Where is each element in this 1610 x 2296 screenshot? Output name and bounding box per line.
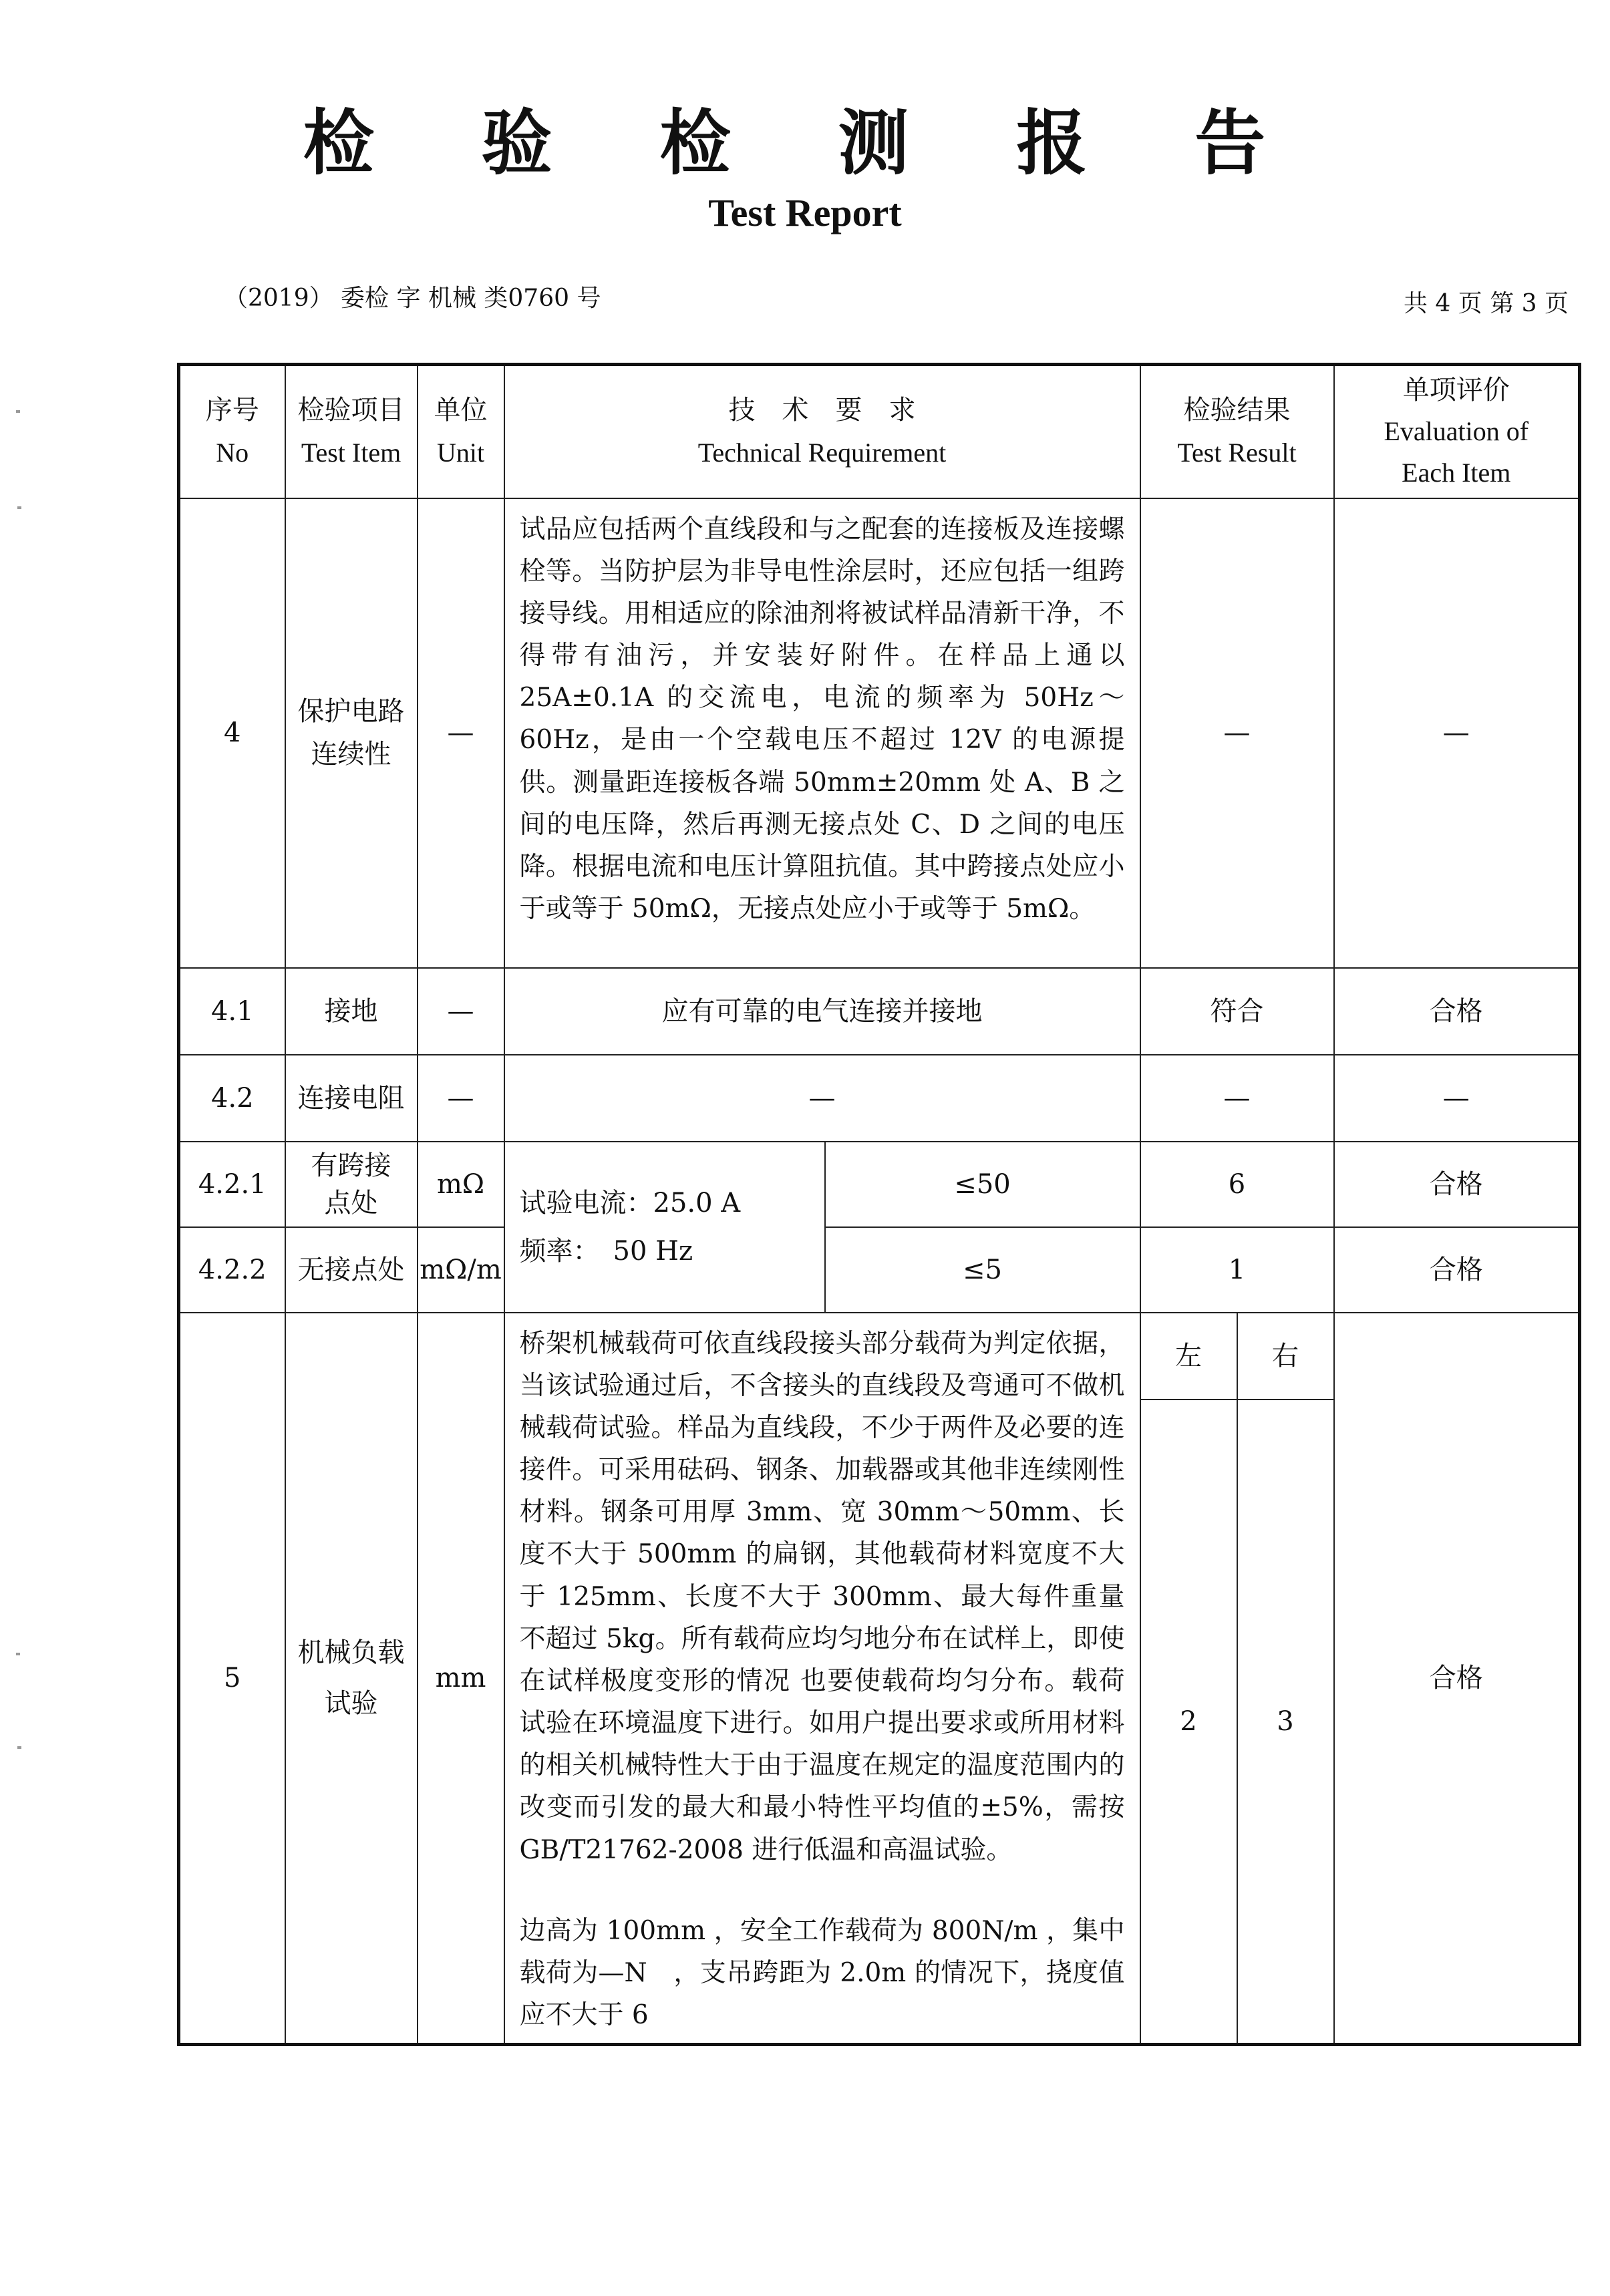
header-evaluation-en2: Each Item <box>1402 458 1511 488</box>
row-5-result <box>1140 1313 1334 2045</box>
report-subtitle: Test Report <box>708 191 902 234</box>
page-info: 共 4 页 第 3 页 <box>1403 290 1569 317</box>
table-row-4 <box>179 498 1580 968</box>
header-requirement-cn: 技 术 要 求 <box>728 395 916 426</box>
row-4-item <box>285 498 418 968</box>
row-4-2-1-item-line1: 有跨接 <box>311 1150 391 1181</box>
row-4-2-1-item-line2: 点处 <box>324 1187 378 1218</box>
header-no-cn: 序号 <box>205 395 259 426</box>
header-item-en: Test Item <box>301 438 401 468</box>
row-4-2-evaluation: — <box>1334 1055 1580 1142</box>
test-results-table <box>177 363 1581 2046</box>
row-5-item <box>285 1313 418 2045</box>
header-unit <box>418 365 504 498</box>
row-5-no: 5 <box>179 1313 285 2045</box>
header-unit-en: Unit <box>436 438 485 468</box>
row-4-2-1-unit: mΩ <box>418 1142 504 1227</box>
row-4-2-1-evaluation: 合格 <box>1334 1142 1580 1227</box>
table-row-4-2 <box>179 1055 1580 1142</box>
row-4-2-item: 连接电阻 <box>285 1055 418 1142</box>
header-result <box>1140 365 1334 498</box>
row-4-2-result: — <box>1140 1055 1334 1142</box>
header-item <box>285 365 418 498</box>
row-4-2-unit: — <box>418 1055 504 1142</box>
header-evaluation-en1: Evaluation of <box>1384 416 1529 447</box>
header-evaluation-cn: 单项评价 <box>1402 375 1510 406</box>
row-4-1-requirement: 应有可靠的电气连接并接地 <box>504 968 1140 1055</box>
row-4-2-2-limit: ≤5 <box>825 1227 1140 1313</box>
right-label: 右 <box>1237 1313 1333 1400</box>
row-4-1-result: 符合 <box>1140 968 1334 1055</box>
header-item-cn: 检验项目 <box>297 395 405 426</box>
left-label: 左 <box>1141 1313 1237 1400</box>
scan-mark <box>17 1746 21 1749</box>
row-4-1-item: 接地 <box>285 968 418 1055</box>
row-4-2-2-unit: mΩ/m <box>418 1227 504 1313</box>
test-current: 试验电流：25.0 A <box>519 1187 741 1218</box>
test-frequency: 频率： 50 Hz <box>519 1235 693 1267</box>
test-conditions <box>504 1142 825 1313</box>
row-4-2-no: 4.2 <box>179 1055 285 1142</box>
row-4-1-evaluation: 合格 <box>1334 968 1580 1055</box>
row-5-item-line1: 机械负载 <box>297 1637 405 1668</box>
left-value: 2 <box>1141 1400 1237 2043</box>
table-row-4-1 <box>179 968 1580 1055</box>
header-no <box>179 365 285 498</box>
header-no-en: No <box>216 438 249 468</box>
row-5-requirement <box>504 1313 1140 2045</box>
row-5-item-line2: 试验 <box>324 1687 378 1719</box>
row-4-requirement: 试品应包括两个直线段和与之配套的连接板及连接螺栓等。当防护层为非导电性涂层时，还应包括一组跨接导线。用相适应的除油剂将被试样品清新干净，不得带有油污，并安装好附件。在样品上通以 25A±0.1A 的交流电，电流的频率为 50Hz～60Hz，是由一个空载电压不超过 12V 的电源提供。测量距连接板各端 50mm±20mm 处 A、B 之间的电压降，然后再测无接点处 C、D 之间的电压降。根据电流和电压计算阻抗值。其中跨接点处应小于或等于 50mΩ，无接点处应小于或等于 5mΩ。 <box>504 498 1140 968</box>
report-number: （2019） 委检 字 机械 类0760 号 <box>224 285 601 312</box>
header-evaluation <box>1334 365 1580 498</box>
row-5-requirement-p1: 桥架机械载荷可依直线段接头部分载荷为判定依据，当该试验通过后，不含接头的直线段及弯通可不做机械载荷试验。样品为直线段，不少于两件及必要的连接件。可采用砝码、钢条、加载器或其他非连续刚性材料。钢条可用厚 3mm、宽 30mm～50mm、长度不大于 500mm 的扁钢，其他载荷材料宽度不大于 125mm、长度不大于 300mm、最大每件重量不超过 5kg。所有载荷应均匀地分布在试样上，即使在试样极度变形的情况 也要使载荷均匀分布。载荷试验在环境温度下进行。如用户提出要求或所用材料的相关机械特性大于由于温度在规定的温度范围内的改变而引发的最大和最小特性平均值的±5%，需按 GB/T21762-2008 进行低温和高温试验。 <box>519 1328 1125 1865</box>
scan-mark <box>17 506 21 509</box>
header-requirement <box>504 365 1140 498</box>
row-4-1-no: 4.1 <box>179 968 285 1055</box>
row-4-2-2-item: 无接点处 <box>285 1227 418 1313</box>
row-4-2-2-no: 4.2.2 <box>179 1227 285 1313</box>
header-requirement-en: Technical Requirement <box>697 438 947 468</box>
scan-mark <box>16 1653 20 1655</box>
row-4-1-unit: — <box>418 968 504 1055</box>
row-4-no: 4 <box>179 498 285 968</box>
row-5-unit: mm <box>418 1313 504 2045</box>
right-value: 3 <box>1277 1705 1294 1737</box>
left-right-result-table <box>1141 1313 1333 2043</box>
row-4-2-1-result: 6 <box>1140 1142 1334 1227</box>
report-title: 检 验 检 测 报 告 <box>303 101 1307 184</box>
row-5-requirement-p2: 边高为 100mm ，安全工作载荷为 800N/m ，集中载荷为—N ，支吊跨距为 2.0m 的情况下，挠度值应不大于 6 <box>519 1915 1125 2031</box>
row-4-item-line1: 保护电路 <box>297 696 405 727</box>
row-4-2-1-item <box>285 1142 418 1227</box>
scan-mark <box>16 410 20 413</box>
row-4-2-1-no: 4.2.1 <box>179 1142 285 1227</box>
table-header-row <box>179 365 1580 498</box>
row-4-item-line2: 连续性 <box>311 739 391 770</box>
header-result-cn: 检验结果 <box>1183 395 1291 426</box>
row-4-evaluation: — <box>1334 498 1580 968</box>
table-row-4-2-2 <box>179 1227 1580 1313</box>
row-5-evaluation: 合格 <box>1334 1313 1580 2045</box>
row-4-2-2-result: 1 <box>1140 1227 1334 1313</box>
row-4-result: — <box>1140 498 1334 968</box>
row-4-2-1-limit: ≤50 <box>825 1142 1140 1227</box>
row-4-2-2-evaluation: 合格 <box>1334 1227 1580 1313</box>
table-row-5 <box>179 1313 1580 2045</box>
row-4-2-requirement: — <box>504 1055 1140 1142</box>
header-result-en: Test Result <box>1177 438 1297 468</box>
header-unit-cn: 单位 <box>434 395 488 426</box>
table-row-4-2-1 <box>179 1142 1580 1227</box>
row-4-unit: — <box>418 498 504 968</box>
